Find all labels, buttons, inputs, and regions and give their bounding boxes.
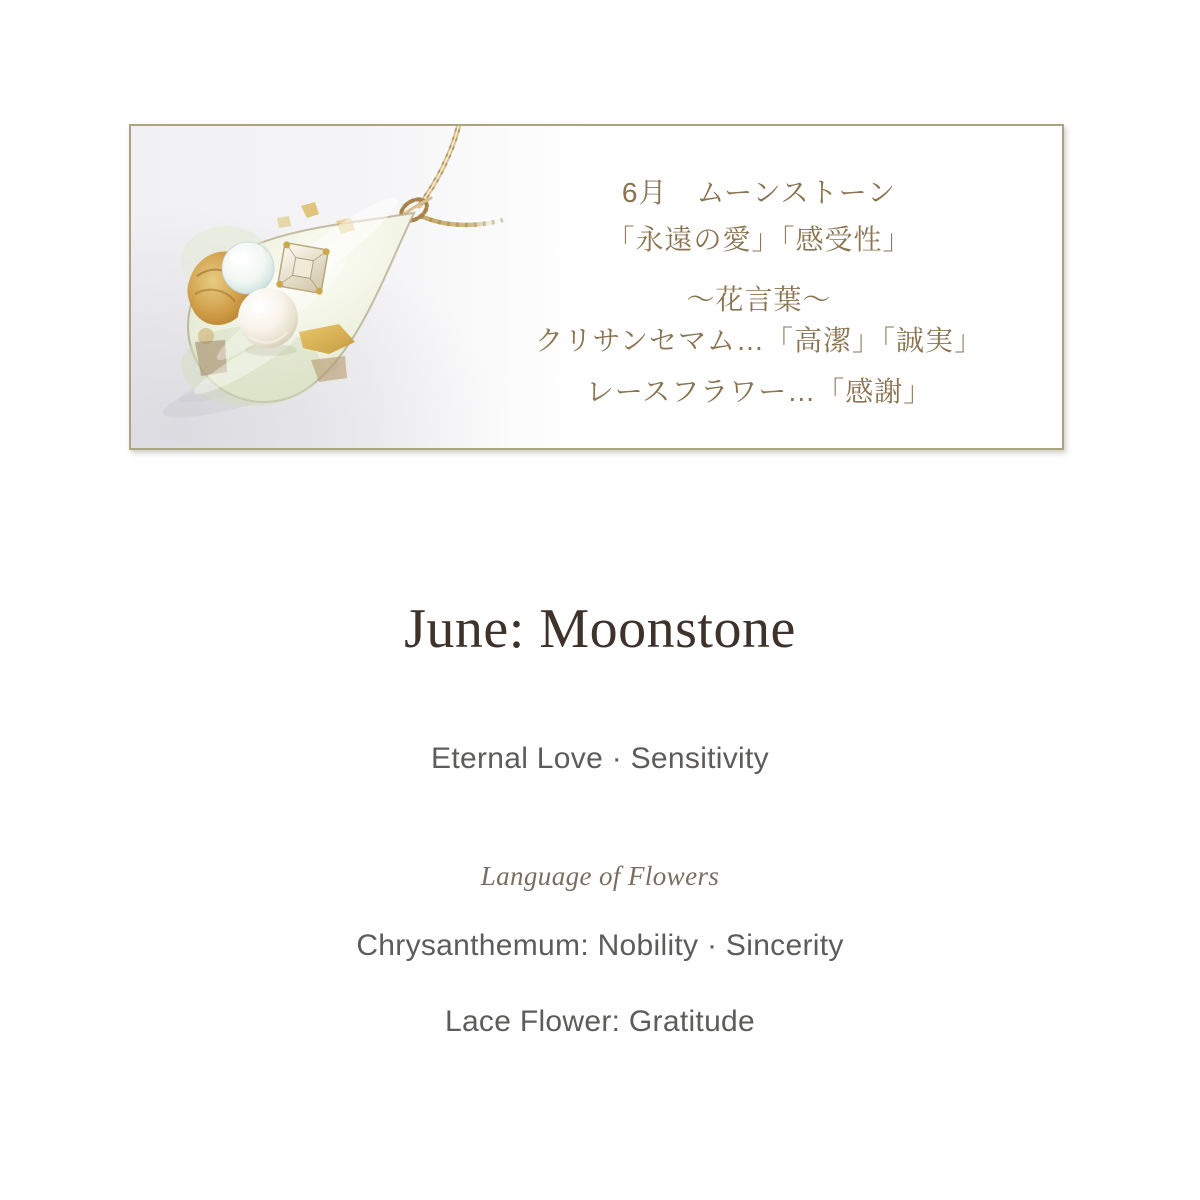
- banner-line-hanakotoba-heading: 〜花言葉〜: [686, 284, 832, 315]
- banner-line-meanings: 「永遠の愛」「感受性」: [606, 224, 912, 255]
- page-title: June: Moonstone: [404, 598, 796, 660]
- banner-line-laceflower: レースフラワー…「感謝」: [585, 376, 933, 407]
- language-of-flowers-heading: Language of Flowers: [480, 861, 720, 891]
- banner-line-month-stone: 6月 ムーンストーン: [621, 177, 897, 208]
- stone-meaning-subtitle: Eternal Love · Sensitivity: [431, 742, 769, 775]
- banner-caption: [456, 126, 1062, 408]
- flower-meaning-chrysanthemum: Chrysanthemum: Nobility · Sincerity: [356, 929, 844, 962]
- birthstone-banner: [129, 124, 1064, 450]
- crystal-gem: [276, 241, 330, 295]
- opal-gem: [222, 242, 274, 294]
- flower-meaning-laceflower: Lace Flower: Gratitude: [444, 1005, 756, 1038]
- banner-line-chrysanthemum: クリサンセマム…「高潔」「誠実」: [534, 325, 984, 356]
